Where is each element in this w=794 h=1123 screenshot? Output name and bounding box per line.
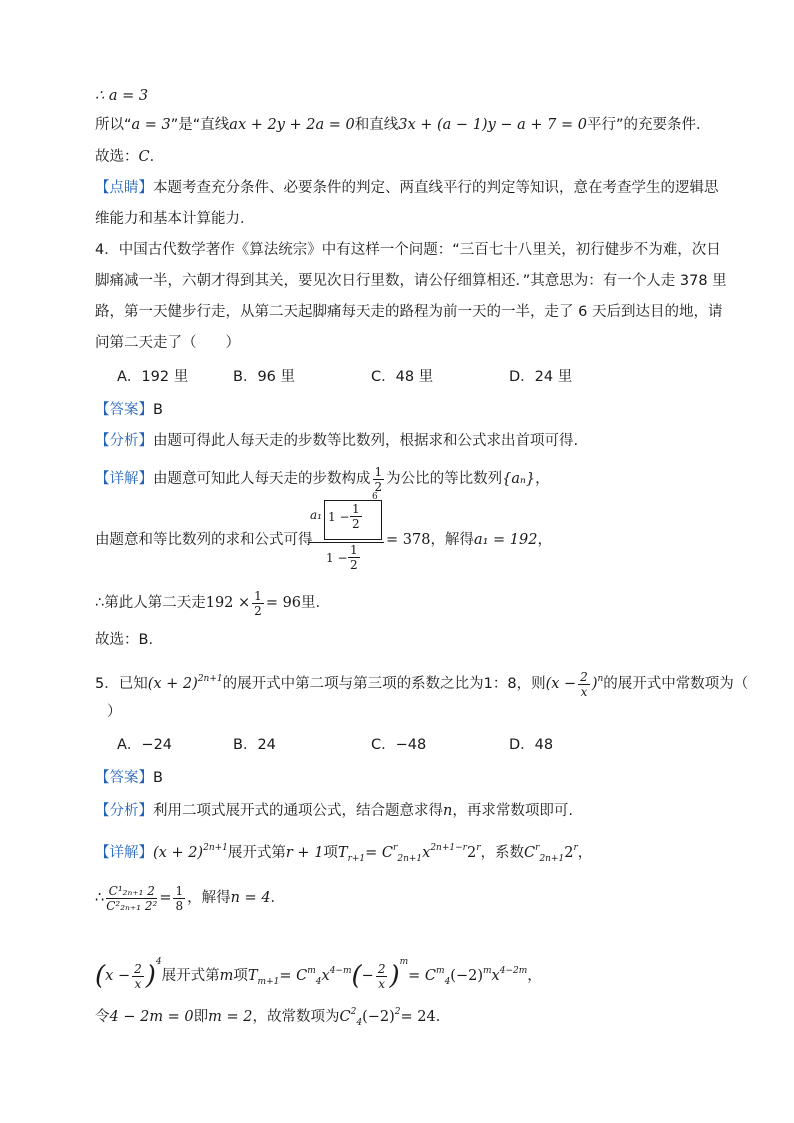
subscript: 4: [356, 1018, 363, 1028]
exponent: m: [307, 966, 316, 976]
text: 平行”的充要条件．: [586, 117, 711, 133]
exponent: 6: [372, 492, 378, 502]
text: 的展开式中第二项与第三项的系数之比为1：8，则: [222, 676, 546, 692]
left-paren: (: [95, 961, 106, 991]
comment-tag: 【点睛】: [95, 180, 153, 196]
math-text: a = 3: [131, 117, 171, 133]
frac-den: x: [134, 976, 142, 991]
text: 问第二天走了（ ）: [95, 335, 240, 351]
line-condition: [95, 115, 710, 135]
fraction: [132, 962, 144, 991]
math-text: (x + 2): [147, 676, 198, 692]
fraction: [252, 589, 264, 618]
text: ，系数: [480, 845, 525, 861]
q4-option-b: B．96 里: [233, 369, 296, 385]
math-text: 4 − 2m = 0: [109, 1009, 194, 1025]
right-paren: ): [145, 961, 156, 991]
sum-numerator: [308, 492, 384, 543]
q4-detail-2-text: [95, 530, 313, 550]
text: 为公比的等比数列: [386, 471, 503, 487]
frac-num: 1: [352, 502, 360, 516]
text: 展开式第: [161, 968, 220, 984]
math-text: −: [361, 968, 374, 984]
text: 4．中国古代数学著作《算法统宗》中有这样一个问题：“三百七十八里关，初行健步不为难，次日: [95, 242, 721, 258]
q4-line-4: [95, 333, 240, 353]
q5-detail-1: [95, 838, 592, 869]
q5-detail-3: [95, 940, 542, 1004]
text: 故选：B．: [95, 632, 163, 648]
exponent: 4−2m: [499, 966, 528, 976]
detail-tag: 【详解】: [95, 845, 153, 861]
q4-detail-1: [95, 464, 550, 494]
fraction: [373, 465, 385, 494]
math-text: 2: [466, 845, 477, 861]
comment-line-2: [95, 209, 255, 229]
text: 由题可得此人每天走的步数等比数列，根据求和公式求出首项可得.: [153, 433, 579, 449]
frac-den: 2: [352, 517, 360, 531]
text: ．: [435, 1009, 451, 1025]
comment-line-1: [95, 178, 719, 198]
text: 利用二项式展开式的通项公式，结合题意求得: [153, 803, 443, 819]
math-text: r + 1: [285, 845, 324, 861]
subscript: 2n+1: [539, 854, 565, 864]
sum-result: [386, 530, 552, 550]
frac-den: 8: [175, 898, 184, 913]
frac-den: 2: [350, 558, 358, 572]
q4-option-c: C．48 里: [371, 369, 434, 385]
q5-line-2: [107, 702, 122, 722]
math-text: n: [443, 803, 453, 819]
text: 令: [95, 1009, 110, 1025]
frac-num: 2: [134, 961, 142, 976]
math-text: (−2): [450, 968, 483, 984]
math-text: ∴: [95, 890, 105, 906]
q4-detail-3: [95, 588, 320, 618]
fraction: [348, 543, 360, 572]
math-text: 2: [564, 845, 574, 861]
q4-option-a: A．192 里: [117, 369, 189, 385]
q4-analysis: [95, 431, 578, 451]
math-text: m = 2: [208, 1009, 253, 1025]
subscript: r+1: [347, 854, 366, 864]
q4-detail-4: [95, 630, 163, 650]
text: ，再求常数项即可.: [452, 803, 573, 819]
exponent: m: [436, 966, 445, 976]
left-paren: (: [351, 961, 362, 991]
q4-line-1: [95, 240, 721, 260]
math-text: ∴ a = 3: [95, 88, 149, 104]
text: 脚痛减一半，六朝才得到其关，要见次日行里数，请公仔细算相还．”其意思为：有一个人走 378 里: [95, 273, 727, 289]
text: ）: [107, 704, 122, 720]
exponent: r: [476, 843, 481, 853]
subscript: 4: [315, 977, 322, 987]
frac-num: 1: [254, 588, 262, 603]
text: 路，第一天健步行走，从第二天起脚痛每天走的路程为前一天的一半，走了 6 天后到达目的地，请: [95, 304, 723, 320]
analysis-tag: 【分析】: [95, 433, 153, 449]
fraction: [106, 884, 157, 913]
math-text: (−2): [362, 1009, 395, 1025]
math-text: m: [219, 968, 234, 984]
text: ，: [535, 471, 550, 487]
text: 项: [233, 968, 248, 984]
math-text: x: [491, 968, 500, 984]
math-text: 1 −: [328, 510, 350, 524]
frac-num: 2: [377, 961, 386, 976]
exponent: 2: [350, 1007, 357, 1017]
fraction: [173, 884, 185, 913]
subscript: 4: [444, 977, 451, 987]
math-text: = C: [279, 968, 308, 984]
exponent: 2n+1: [203, 843, 228, 853]
math-text: 3x + (a − 1)y − a + 7 = 0: [398, 117, 587, 133]
sum-denominator: [308, 543, 384, 572]
q5-option-a: A．−24: [117, 737, 173, 753]
math-text: {aₙ}: [502, 471, 536, 487]
text: ．: [270, 890, 286, 906]
exponent: 2: [394, 1007, 401, 1017]
subscript: m+1: [257, 977, 280, 987]
q5-detail-2: [95, 880, 285, 916]
q4-option-d: D．24 里: [509, 369, 573, 385]
text: 项: [323, 845, 338, 861]
math-text: =: [159, 890, 172, 906]
math-text: a₁ = 192: [473, 532, 538, 548]
math-text: T: [337, 845, 348, 861]
q5-option-d: D．48: [509, 737, 554, 753]
answer-value: B: [153, 402, 163, 418]
math-text: 192 ×: [205, 595, 251, 611]
answer-tag: 【答案】: [95, 402, 153, 418]
text: ，: [537, 532, 552, 548]
math-text: x: [422, 845, 431, 861]
subscript: 2n+1: [397, 854, 423, 864]
text: ∴第此人第二天走: [95, 595, 206, 611]
q4-line-2: [95, 271, 727, 291]
text: 的展开式中常数项为（: [603, 676, 749, 692]
math-text: n = 4: [230, 890, 271, 906]
text: 由题意可知此人每天走的步数构成: [153, 471, 371, 487]
exponent: n: [597, 674, 604, 684]
frac-den: x: [580, 684, 588, 699]
math-text: = C: [365, 845, 394, 861]
text: 即: [193, 1009, 209, 1025]
math-text: (x + 2): [153, 845, 204, 861]
text: ，故常数项为: [252, 1009, 340, 1025]
text: 里.: [301, 595, 321, 611]
frac-num: 1: [350, 543, 358, 557]
exponent: m: [399, 957, 409, 967]
fraction: [350, 502, 362, 531]
text: 维能力和基本计算能力．: [95, 211, 255, 227]
exponent: r: [535, 843, 540, 853]
math-text: C: [339, 1009, 351, 1025]
math-text: C: [524, 845, 536, 861]
frac-num: 2: [580, 669, 588, 684]
answer-tag: 【答案】: [95, 770, 153, 786]
sum-formula: [308, 492, 384, 572]
frac-den: C²₂ₙ₊₁ 2²: [106, 898, 158, 913]
math-text: = 378: [386, 532, 431, 548]
math-text: ax + 2y + 2a = 0: [229, 117, 355, 133]
exponent: 4: [155, 957, 162, 967]
frac-den: x: [378, 976, 386, 991]
q5-answer: [95, 768, 163, 788]
q5-line-1: [95, 664, 748, 699]
exponent: r: [573, 843, 578, 853]
math-text: a₁: [310, 508, 322, 522]
text: 和直线: [354, 117, 399, 133]
frac-num: 1: [175, 883, 184, 898]
line-a-equals-3: [95, 86, 148, 106]
text: 5．已知: [95, 676, 148, 692]
frac-num: 1: [374, 464, 383, 479]
text: ，: [577, 845, 593, 861]
math-text: = 24: [400, 1009, 436, 1025]
text: 本题考查充分条件、必要条件的判定、两直线平行的判定等知识，意在考查学生的逻辑思: [153, 180, 719, 196]
q4-answer: [95, 400, 163, 420]
text: ，解得: [187, 890, 231, 906]
frac-num: C¹₂ₙ₊₁ 2: [106, 884, 157, 899]
q5-analysis: [95, 801, 573, 821]
text: ，: [527, 968, 542, 984]
exponent: 2n+1−r: [430, 843, 467, 853]
fraction: [578, 670, 590, 699]
math-text: x −: [105, 968, 131, 984]
frac-den: 2: [254, 603, 262, 618]
text: ．: [149, 149, 165, 165]
text: 所以“: [95, 117, 132, 133]
q5-option-c: C．−48: [371, 737, 427, 753]
text: 由题意和等比数列的求和公式可得: [95, 532, 313, 548]
exponent: 4−m: [329, 966, 352, 976]
math-text: = 96: [265, 595, 302, 611]
answer-letter: C: [138, 149, 150, 165]
exponent: m: [483, 966, 492, 976]
math-text: (x −: [545, 676, 577, 692]
line-choose: [95, 147, 164, 167]
math-text: T: [247, 968, 258, 984]
q5-detail-4: [95, 1002, 450, 1033]
detail-tag: 【详解】: [95, 471, 153, 487]
fraction: [376, 962, 388, 991]
math-text: ): [591, 676, 598, 692]
math-text: = C: [408, 968, 437, 984]
math-text: 1 −: [326, 551, 348, 565]
exponent: 2n+1: [197, 674, 223, 684]
text: ”是“直线: [170, 117, 230, 133]
frac-den: 2: [374, 479, 383, 494]
text: 故选：: [95, 149, 139, 165]
math-text: x: [321, 968, 330, 984]
text: 展开式第: [227, 845, 286, 861]
right-paren: ): [389, 961, 400, 991]
q4-line-3: [95, 302, 722, 322]
q5-option-b: B．24: [233, 737, 276, 753]
analysis-tag: 【分析】: [95, 803, 153, 819]
text: ，解得: [430, 532, 474, 548]
answer-value: B: [153, 770, 163, 786]
exponent: r: [393, 843, 398, 853]
